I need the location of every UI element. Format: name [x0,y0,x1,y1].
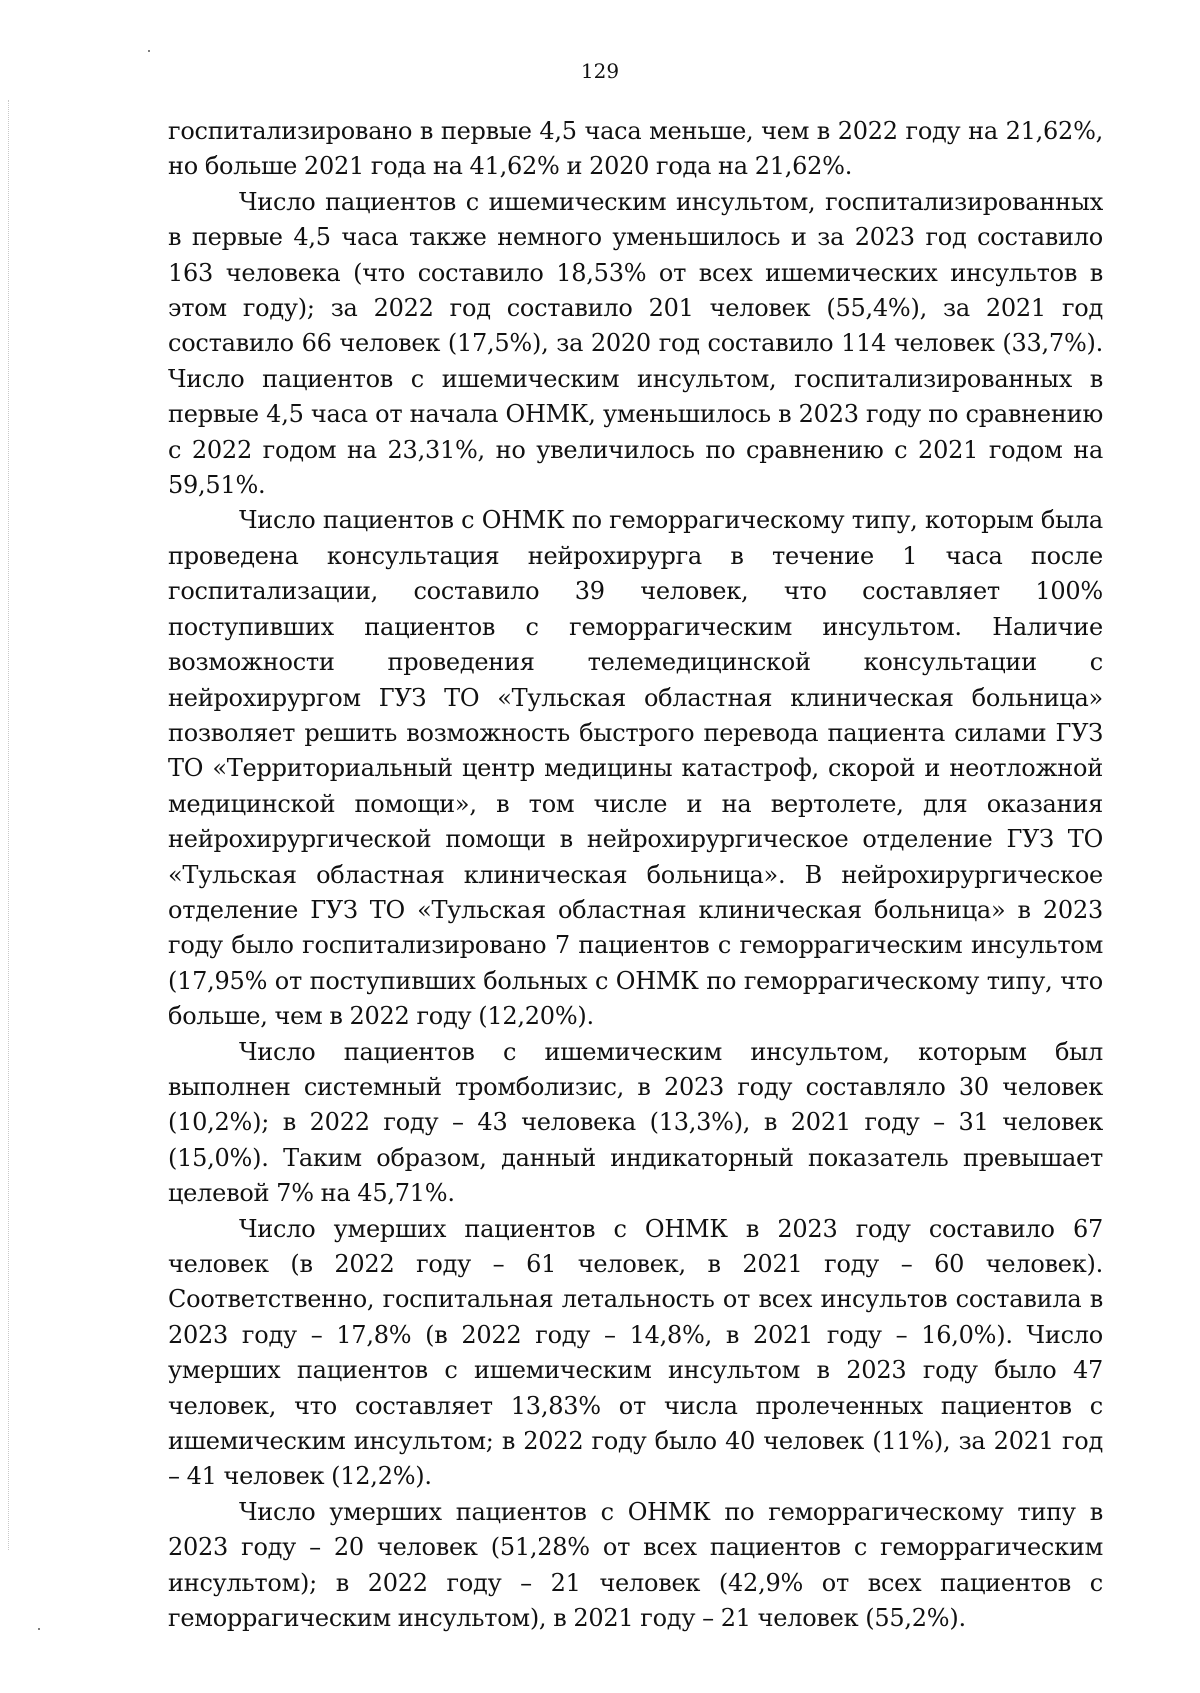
body-text [168,114,1103,1636]
scan-speck [148,50,150,52]
scan-binding-edge [8,100,10,1550]
paragraph: Число умерших пациентов с ОНМК в 2023 году составило 67 человек (в 2022 году – 61 человек, в 2021 году – 60 человек). Соответственно, госпитальная летальность от всех инсультов составила в 2023 году – 17,8% (в 2022 году – 14,8%, в 2021 году – 16,0%). Число умерших пациентов с ишемическим инсультом в 2023 году было 47 человек, что составляет 13,83% от числа пролеченных пациентов с ишемическим инсультом; в 2022 году было 40 человек (11%), за 2021 год – 41 человек (12,2%). [168,1214,1103,1491]
paragraph: Число пациентов с ОНМК по геморрагическому типу, которым была проведена консультация нейрохирурга в течение 1 часа после госпитализации, составило 39 человек, что составляет 100% поступивших пациентов с геморрагическим инсультом. Наличие возможности проведения телемедицинской консультации с нейрохирургом ГУЗ ТО «Тульская областная клиническая больница» позволяет решить возможность быстрого перевода пациента силами ГУЗ ТО «Территориальный центр медицины катастроф, скорой и неотложной медицинской помощи», в том числе и на вертолете, для оказания нейрохирургической помощи в нейрохирургическое отделение ГУЗ ТО «Тульская областная клиническая больница». В нейрохирургическое отделение ГУЗ ТО «Тульская областная клиническая больница» в 2023 году было госпитализировано 7 пациентов с геморрагическим инсультом (17,95% от поступивших больных с ОНМК по геморрагическому типу, что больше, чем в 2022 году (12,20%). [168,506,1103,1031]
page-number: 129 [580,59,620,83]
paragraph: Число умерших пациентов с ОНМК по геморрагическому типу в 2023 году – 20 человек (51,28% от всех пациентов с геморрагическим инсультом); в 2022 году – 21 человек (42,9% от всех пациентов с геморрагическим инсультом), в 2021 году – 21 человек (55,2%). [168,1497,1103,1633]
paragraph: госпитализировано в первые 4,5 часа меньше, чем в 2022 году на 21,62%, но больше 2021 года на 41,62% и 2020 года на 21,62%. [168,117,1103,181]
scan-speck [38,1628,40,1630]
paragraph: Число пациентов с ишемическим инсультом, которым был выполнен системный тромболизис, в 2023 году составляло 30 человек (10,2%); в 2022 году – 43 человека (13,3%), в 2021 году – 31 человек (15,0%). Таким образом, данный индикаторный показатель превышает целевой 7% на 45,71%. [168,1037,1103,1208]
paragraph: Число пациентов с ишемическим инсультом, госпитализированных в первые 4,5 часа также немного уменьшилось и за 2023 год составило 163 человека (что составило 18,53% от всех ишемических инсультов в этом году); за 2022 год составило 201 человек (55,4%), за 2021 год составило 66 человек (17,5%), за 2020 год составило 114 человек (33,7%). Число пациентов с ишемическим инсультом, госпитализированных в первые 4,5 часа от начала ОНМК, уменьшилось в 2023 году по сравнению с 2022 годом на 23,31%, но увеличилось по сравнению с 2021 годом на 59,51%. [168,187,1103,500]
